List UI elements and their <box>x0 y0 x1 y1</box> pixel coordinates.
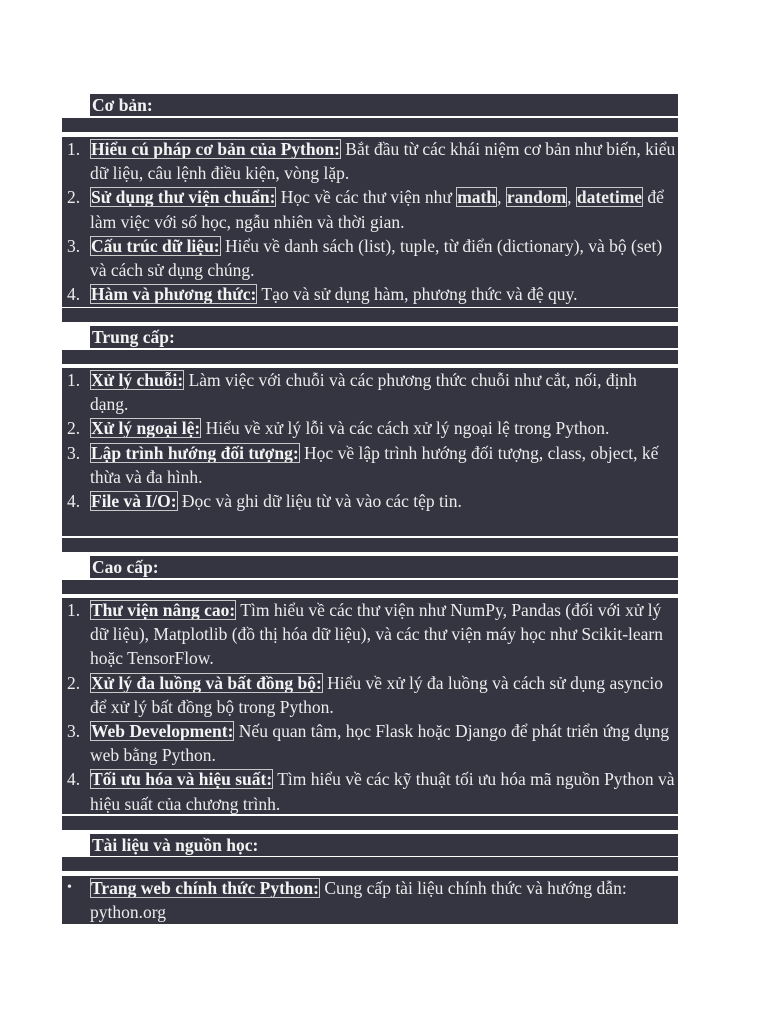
list-term: Thư viện nâng cao: <box>91 600 236 620</box>
list-text: Học về các thư viện như <box>276 187 457 208</box>
list-number: 4. <box>67 284 81 305</box>
spacer-bar <box>62 538 678 552</box>
list-item <box>62 671 678 719</box>
list-number: 1. <box>67 600 81 620</box>
list-text: Học về lập trình hướng đối tượng, class, object, kế thừa và đa hình. <box>90 442 659 487</box>
list-item <box>62 489 678 513</box>
list-text: , <box>497 187 506 208</box>
list-text: Hiểu về danh sách (list), tuple, từ điển (dictionary), và bộ (set) và cách sử dụng chúng. <box>90 235 663 281</box>
spacer-bar <box>62 308 678 322</box>
list-text: Tìm hiểu về các thư viện như NumPy, Pandas (đối với xử lý dữ liệu), Matplotlib (đồ thị hóa dữ liệu), và các thư viện máy học như Scikit-learn hoặc TensorFlow. <box>90 600 664 669</box>
inline-code: math <box>457 187 497 208</box>
list-text: Nếu quan tâm, học Flask hoặc Django để phát triển ứng dụng web bằng Python. <box>90 721 670 766</box>
heading-bar <box>90 326 678 348</box>
spacer-bar <box>62 118 678 132</box>
list-basic <box>62 137 678 307</box>
list-item <box>62 767 678 815</box>
list-number: 4. <box>67 769 81 790</box>
list-term: File và I/O: <box>91 491 177 512</box>
heading-bar <box>90 94 678 116</box>
list-text: Hiểu về xử lý đa luồng và cách sử dụng asyncio để xử lý bất đồng bộ trong Python. <box>90 672 663 717</box>
inline-code: random <box>506 187 567 208</box>
list-text: Bắt đầu từ các khái niệm cơ bản như biến, kiểu dữ liệu, câu lệnh điều kiện, vòng lặp. <box>90 139 676 184</box>
list-text: Đọc và ghi dữ liệu từ và vào các tệp tin. <box>177 491 462 512</box>
heading-bar <box>90 556 678 578</box>
list-text: để làm việc với số học, ngẫu nhiên và thời gian. <box>90 187 664 232</box>
list-term: Tối ưu hóa và hiệu suất: <box>91 769 273 790</box>
list-item <box>62 598 678 671</box>
list-item <box>62 876 678 924</box>
list-number: 3. <box>67 721 81 742</box>
list-term: Web Development: <box>91 721 234 742</box>
list-text: Cung cấp tài liệu chính thức và hướng dẫn: python.org <box>90 878 627 923</box>
list-term: Trang web chính thức Python: <box>91 878 319 898</box>
list-item <box>62 719 678 767</box>
list-item <box>62 441 678 489</box>
list-term: Lập trình hướng đối tượng: <box>91 442 299 463</box>
list-text: Tìm hiểu về các kỹ thuật tối ưu hóa mã nguồn Python và hiệu suất của chương trình. <box>90 769 675 814</box>
list-item <box>62 185 678 233</box>
section-heading-basic: Cơ bản: <box>92 95 153 115</box>
list-term: Xử lý đa luồng và bất đồng bộ: <box>91 672 322 693</box>
list-term: Xử lý chuỗi: <box>91 370 184 390</box>
list-term: Sử dụng thư viện chuẩn: <box>91 187 276 208</box>
list-number: 3. <box>67 442 81 463</box>
list-intermediate <box>62 368 678 536</box>
list-term: Cấu trúc dữ liệu: <box>91 235 220 256</box>
spacer-bar <box>62 350 678 364</box>
inline-code: datetime <box>576 187 643 208</box>
list-item <box>62 416 678 440</box>
section-heading-advanced: Cao cấp: <box>92 557 159 577</box>
bullet-icon: • <box>67 880 72 895</box>
list-text: Làm việc với chuỗi và các phương thức chuỗi như cắt, nối, định dạng. <box>90 370 637 415</box>
list-item <box>62 282 678 306</box>
spacer-bar <box>62 816 678 830</box>
list-term: Hàm và phương thức: <box>91 284 257 305</box>
list-text: Tạo và sử dụng hàm, phương thức và đệ quy. <box>257 284 578 305</box>
list-number: 3. <box>67 235 81 256</box>
spacer-bar <box>62 580 678 594</box>
list-advanced <box>62 598 678 814</box>
list-text: Hiểu về xử lý lỗi và các cách xử lý ngoại lệ trong Python. <box>201 418 610 439</box>
list-number: 1. <box>67 139 81 159</box>
section-heading-intermediate: Trung cấp: <box>92 327 175 347</box>
list-term: Hiểu cú pháp cơ bản của Python: <box>91 139 340 159</box>
list-number: 2. <box>67 672 81 693</box>
list-item <box>62 234 678 282</box>
list-item <box>62 368 678 416</box>
list-number: 4. <box>67 491 81 512</box>
list-resources <box>62 876 678 924</box>
list-number: 2. <box>67 187 81 208</box>
section-heading-resources: Tài liệu và nguồn học: <box>92 835 259 855</box>
list-term: Xử lý ngoại lệ: <box>91 418 201 439</box>
spacer-bar <box>62 857 678 871</box>
list-number: 2. <box>67 418 81 439</box>
list-item <box>62 137 678 185</box>
list-text: , <box>567 187 576 208</box>
list-number: 1. <box>67 370 81 390</box>
